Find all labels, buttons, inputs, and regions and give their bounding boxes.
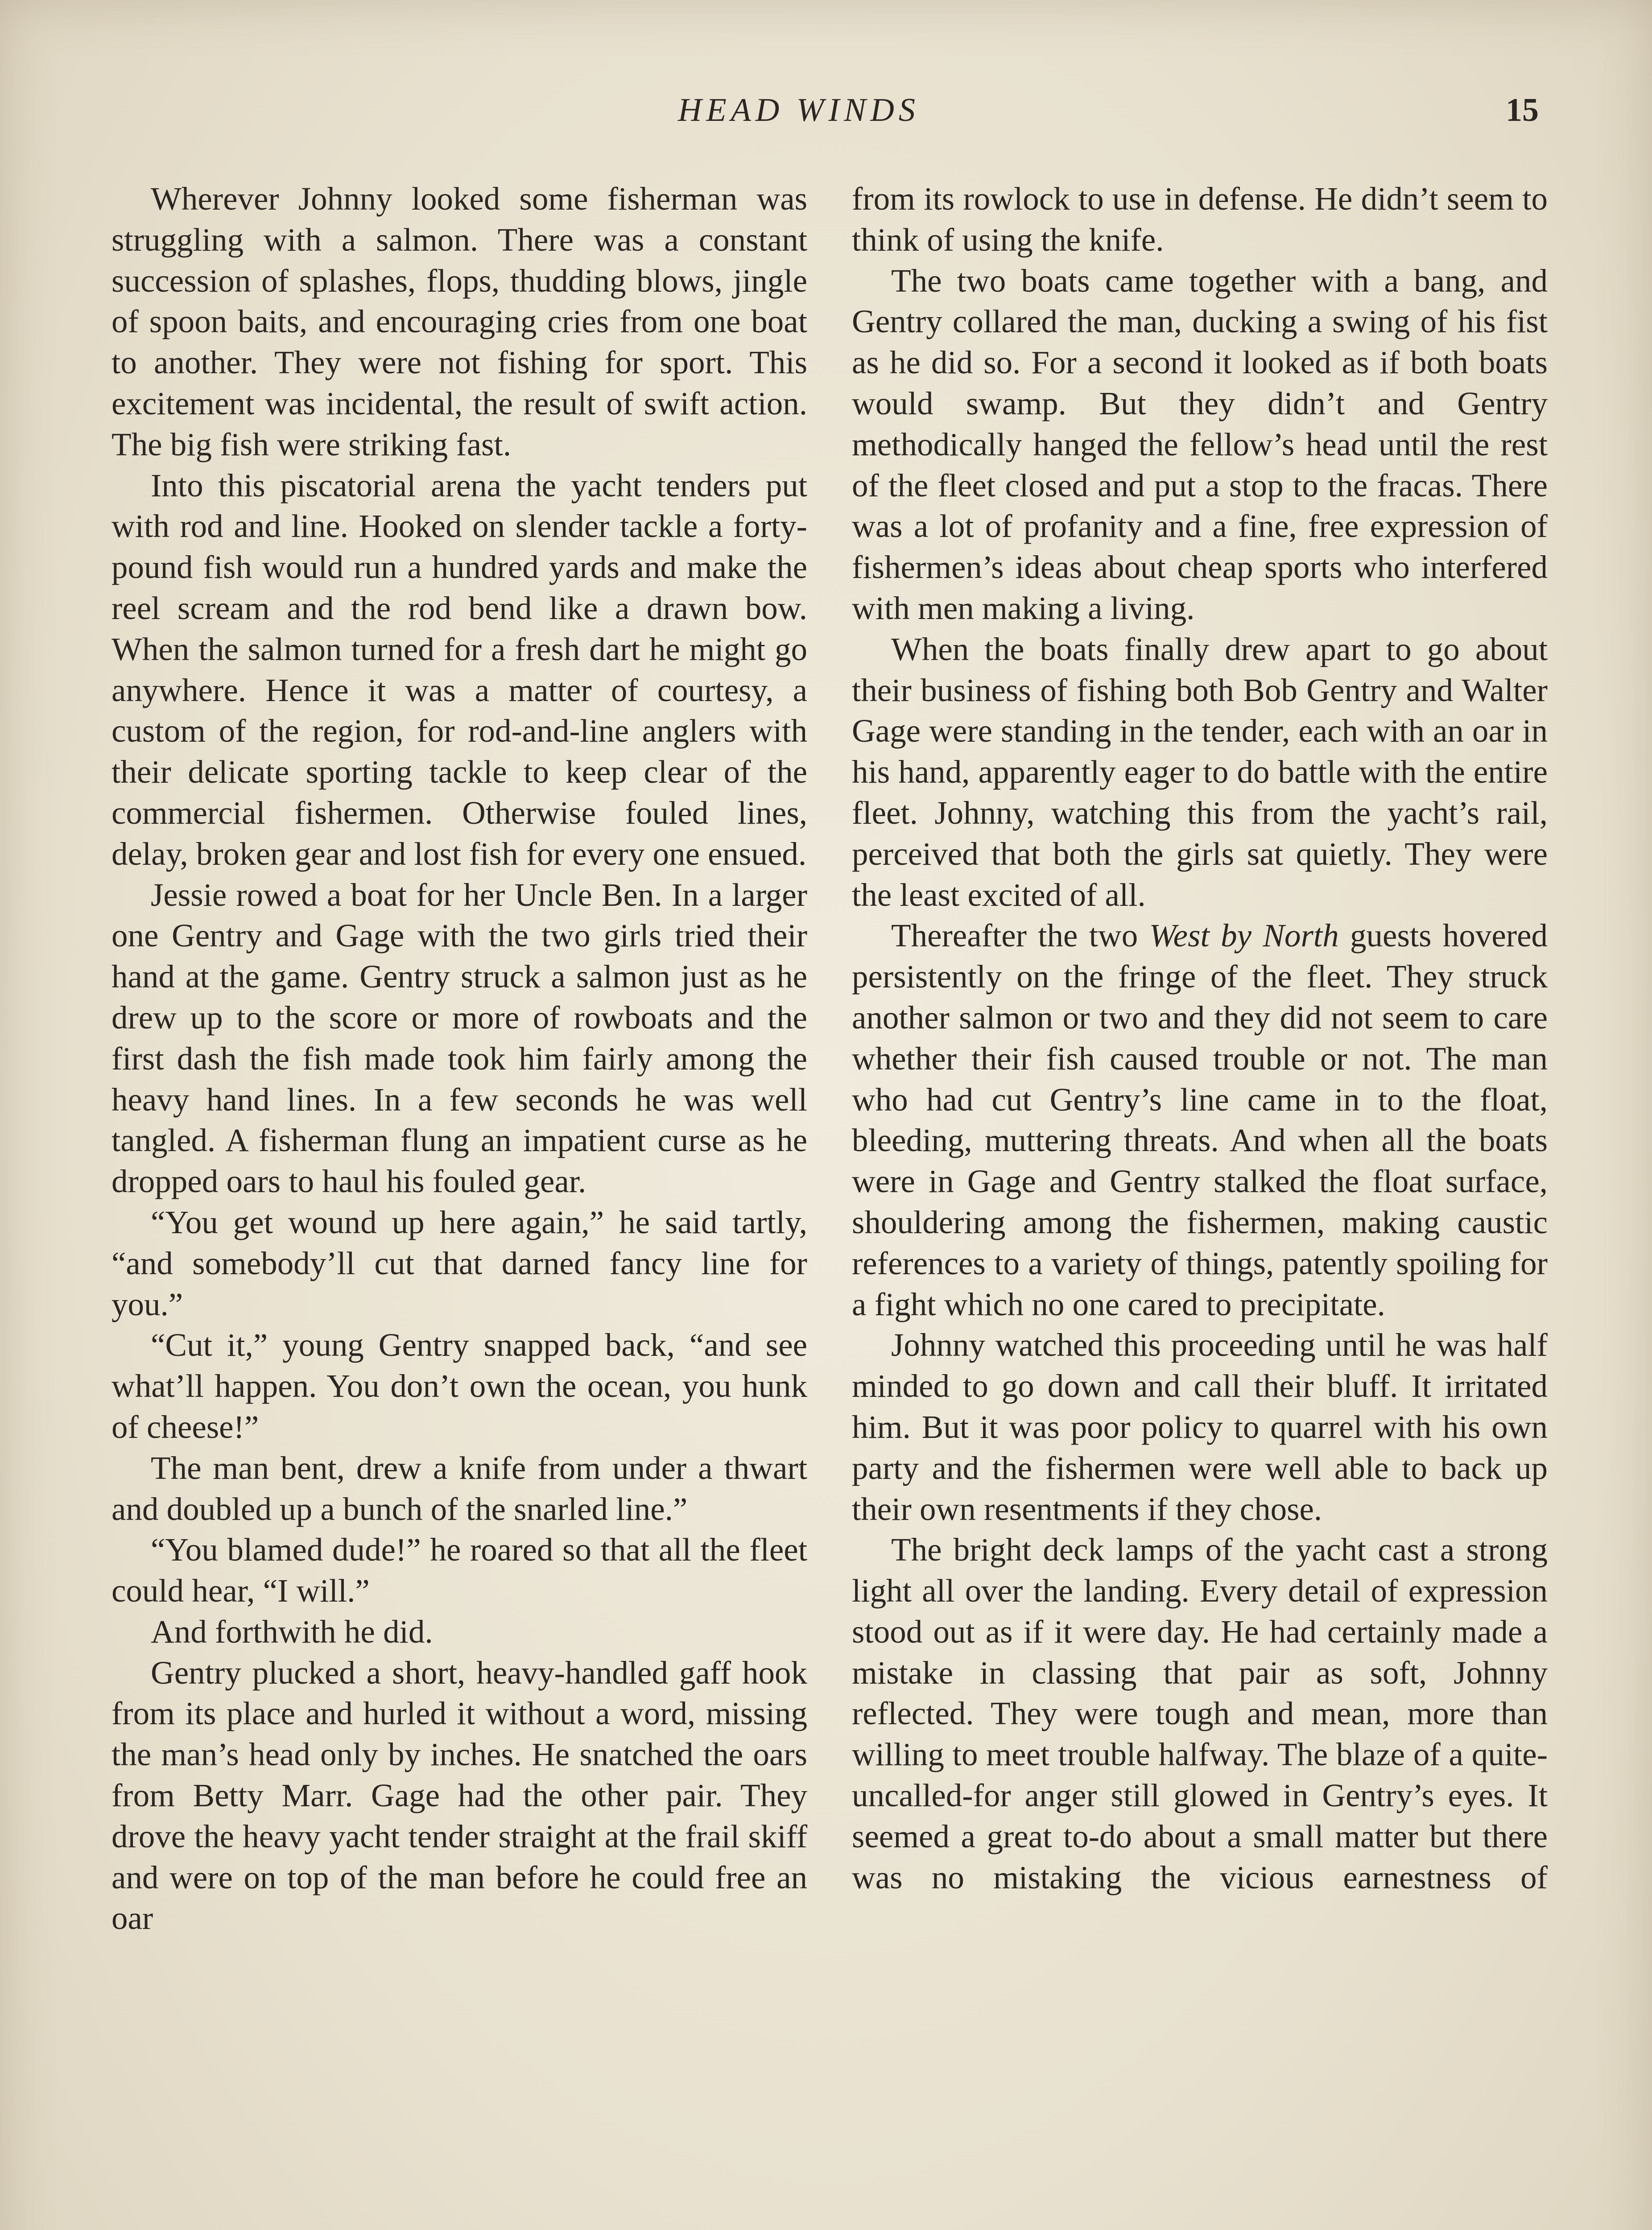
paragraph: The two boats came together with a bang, and Gentry collared the man, ducking a swing of his fist as he did so. For a second it looked as if both boats would swamp. But they didn’t and Gentry methodically hanged the fellow’s head until the rest of the fleet closed and put a stop to the fracas. There was a lot of profanity and a fine, free expression of fishermen’s ideas about cheap sports who interfered with men making a living. [852,262,1548,626]
page-number: 15 [1506,92,1539,128]
paragraph: Into this piscatorial arena the yacht tenders put with rod and line. Hooked on slender tackle a forty-pound fish would run a hundred yards and make the reel scream and the rod bend like a drawn bow. When the salmon turned for a fresh dart he might go anywhere. Hence it was a matter of courtesy, a custom of the region, for rod-and-line anglers with their delicate sporting tackle to keep clear of the commercial fishermen. Otherwise fouled lines, delay, broken gear and lost fish for every one ensued. [112,467,807,872]
paragraph: “Cut it,” young Gentry snapped back, “and see what’ll happen. You don’t own the ocean, you hunk of cheese!” [112,1327,807,1445]
left-column [112,178,807,1939]
paragraph: When the boats finally drew apart to go about their business of fishing both Bob Gentry and Walter Gage were standing in the tender, each with an oar in his hand, apparently eager to do battle with the entire fleet. Johnny, watching this from the yacht’s rail, perceived that both the girls sat quietly. They were the least excited of all. [852,631,1548,913]
paragraph: Gentry plucked a short, heavy-handled gaff hook from its place and hurled it without a word, missing the man’s head only by inches. He snatched the oars from Betty Marr. Gage had the other pair. They drove the heavy yacht tender straight at the frail skiff and were on top of the man before he could free an oar [112,1654,807,1937]
paragraph: The bright deck lamps of the yacht cast a strong light all over the landing. Every detail of expression stood out as if it were day. He had certainly made a mistake in classing that pair as soft, Johnny reflected. They were tough and mean, more than willing to meet trouble halfway. The blaze of a quite-uncalled-for anger still glowed in Gentry’s eyes. It seemed a great to-do about a small matter but there was no mistaking the vicious earnestness of [852,1532,1548,1896]
paragraph: “You get wound up here again,” he said tartly, “and somebody’ll cut that darned fancy line for you.” [112,1204,807,1322]
paragraph-with-ship-name [852,915,1548,1325]
paragraph: Jessie rowed a boat for her Uncle Ben. In a larger one Gentry and Gage with the two girls tried their hand at the game. Gentry struck a salmon just as he drew up to the score or more of rowboats and the first dash the fish made took him fairly among the heavy hand lines. In a few seconds he was well tangled. A fisherman flung an impatient curse as he dropped oars to haul his fouled gear. [112,876,807,1200]
paragraph: Johnny watched this proceeding until he was half minded to go down and call their bluff. It irritated him. But it was poor policy to quarrel with his own party and the fishermen were well able to back up their own resentments if they chose. [852,1327,1548,1527]
continued-paragraph: from its rowlock to use in defense. He didn’t seem to think of using the knife. [852,181,1548,258]
running-head [0,91,1652,140]
paragraph-text: Thereafter the two [891,917,1149,954]
ship-name: West by North [1149,917,1339,954]
running-title: HEAD WINDS [678,92,920,128]
paragraph: “You blamed dude!” he roared so that all the fleet could hear, “I will.” [112,1532,807,1609]
paragraph: And forthwith he did. [151,1613,433,1650]
right-column [852,178,1548,1898]
paragraph-text: guests hovered persistently on the fringe of the fleet. They struck another salmon or two and they did not seem to care whether their fish caused trouble or not. The man who had cut Gentry’s line came in to the float, bleeding, muttering threats. And when all the boats were in Gage and Gentry stalked the float surface, shouldering among the fishermen, making caustic references to a variety of things, patently spoiling for a fight which no one cared to precipitate. [852,917,1548,1322]
paragraph: The man bent, drew a knife from under a thwart and doubled up a bunch of the snarled line.” [112,1450,807,1527]
paragraph: Wherever Johnny looked some fisherman was struggling with a salmon. There was a constant succession of splashes, flops, thudding blows, jingle of spoon baits, and encouraging cries from one boat to another. They were not fishing for sport. This excitement was incidental, the result of swift action. The big fish were striking fast. [112,181,807,463]
